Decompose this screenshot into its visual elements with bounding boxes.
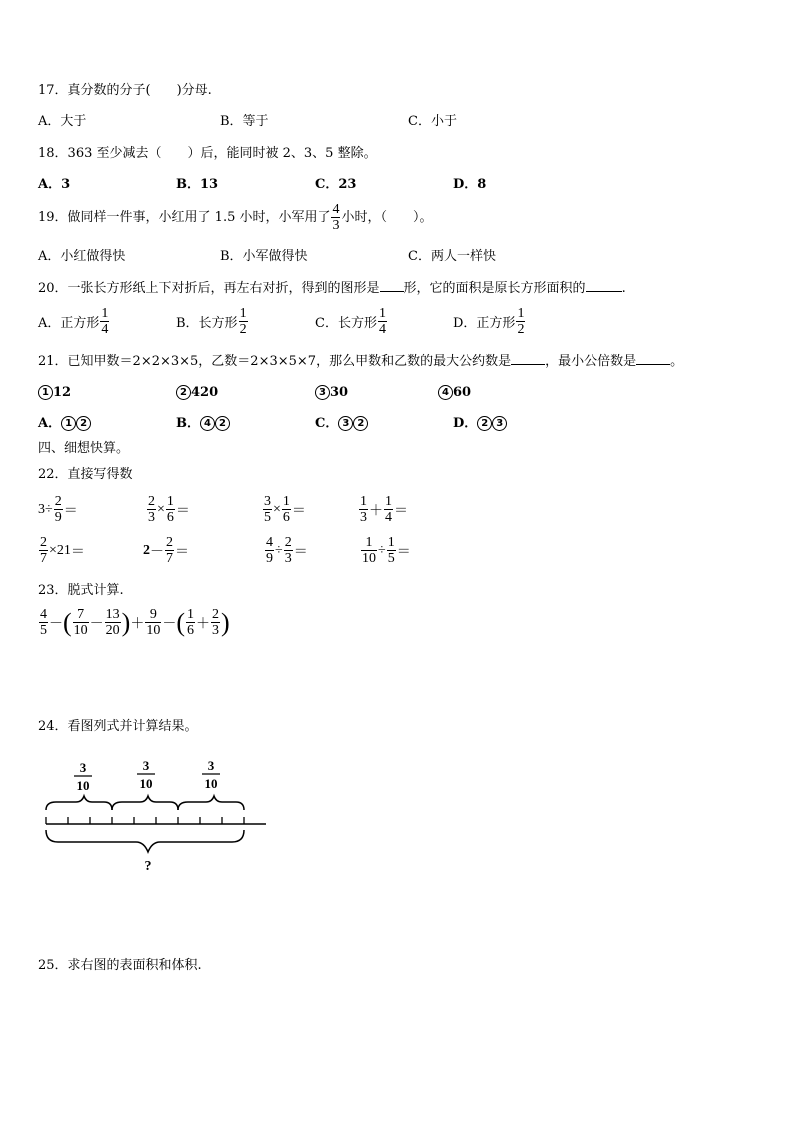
minus-sign: － — [162, 616, 177, 632]
q21-choice-3 — [315, 384, 348, 402]
q20-option-b — [176, 306, 249, 337]
frac-numerator: 7 — [77, 607, 85, 622]
q20-blank-shape — [380, 291, 404, 292]
q22-expr-8 — [360, 535, 411, 566]
q20-stem-part-c: . — [621, 281, 626, 296]
q20-stem — [38, 280, 626, 298]
q21-option-c — [315, 415, 368, 433]
right-paren: ) — [121, 607, 131, 637]
frac-numerator: 1 — [378, 306, 386, 321]
frac-denominator: 5 — [264, 510, 271, 525]
equals-sign: ＝ — [396, 544, 411, 560]
q20-option-c-fraction — [378, 306, 387, 337]
q18-option-d: D．8 — [453, 177, 487, 192]
circled-number-icon: 2 — [353, 416, 368, 431]
fraction — [384, 494, 393, 525]
frac-numerator: 1 — [385, 494, 392, 509]
q22-stem: 22．直接写得数 — [38, 467, 133, 482]
q19-option-a: A．小红做得快 — [38, 249, 126, 264]
q22-expr-1 — [38, 494, 78, 525]
equals-sign: ＝ — [175, 544, 189, 560]
frac-numerator: 2 — [148, 494, 155, 509]
frac-denominator: 4 — [101, 322, 109, 337]
fraction — [165, 535, 174, 566]
minus-sign: － — [89, 616, 104, 632]
number-line-diagram — [40, 758, 272, 876]
q25-stem: 25．求右图的表面积和体积. — [38, 958, 202, 973]
top-brace-3 — [178, 796, 244, 810]
q21-option-c-label: C． — [315, 416, 339, 431]
equals-sign: ＝ — [175, 503, 190, 519]
fraction — [145, 607, 161, 638]
q22-expr-7 — [264, 535, 308, 566]
left-paren: ( — [176, 607, 186, 637]
q22-expr-4 — [358, 494, 408, 525]
frac-numerator: 1 — [166, 494, 174, 509]
operand: 3 — [38, 501, 45, 517]
frac-numerator: 2 — [54, 494, 62, 509]
q23-stem: 23．脱式计算. — [38, 583, 124, 598]
q22-expr-3 — [262, 494, 306, 525]
q21-choice-2 — [176, 384, 218, 402]
frac-denominator: 6 — [166, 510, 174, 525]
frac-denominator: 6 — [187, 623, 195, 638]
q18-option-b: B．13 — [176, 177, 219, 192]
times-21: ×21 — [49, 542, 71, 558]
frac-denominator: 2 — [517, 322, 525, 337]
fraction — [186, 607, 195, 638]
circled-number-icon: 2 — [477, 416, 492, 431]
equals-sign: ＝ — [291, 503, 306, 519]
fraction — [166, 494, 175, 525]
frac-denominator: 9 — [54, 510, 62, 525]
frac-numerator: 2 — [212, 607, 220, 622]
q20-option-a — [38, 306, 110, 337]
q17-option-c: C．小于 — [408, 114, 457, 129]
fraction — [105, 607, 121, 638]
segment-label-denominator: 10 — [139, 776, 153, 791]
q21-stem-part-a: 21．已知甲数＝2×2×3×5，乙数＝2×3×5×7，那么甲数和乙数的最大公约数是 — [38, 354, 512, 369]
frac-numerator: 1 — [239, 306, 247, 321]
frac-denominator: 20 — [105, 623, 120, 638]
q21-option-d — [453, 415, 507, 433]
q20-option-a-fraction — [100, 306, 109, 337]
frac-denominator: 10 — [73, 623, 88, 638]
frac-denominator: 2 — [239, 322, 247, 337]
circled-number-icon: 2 — [176, 385, 191, 400]
frac-numerator: 13 — [105, 607, 120, 622]
number-line-svg — [40, 758, 272, 876]
q21-stem-part-c: 。 — [670, 354, 684, 369]
top-brace-2 — [112, 796, 178, 810]
q17-stem: 17．真分数的分子( )分母. — [38, 83, 212, 98]
q17-option-b: B．等于 — [220, 114, 269, 129]
times-sign: × — [273, 501, 281, 517]
q21-option-b — [176, 415, 230, 433]
minus-sign: － — [49, 616, 63, 632]
q19-stem-part-b: 小时，（ ）。 — [341, 209, 433, 225]
fraction — [73, 607, 89, 638]
frac-numerator: 4 — [40, 607, 47, 622]
frac-numerator: 3 — [264, 494, 271, 509]
equals-sign: ＝ — [293, 544, 308, 560]
frac-numerator: 1 — [101, 306, 109, 321]
left-paren: ( — [63, 607, 72, 637]
q19-frac-denominator: 3 — [332, 218, 340, 233]
right-paren: ) — [221, 607, 230, 637]
frac-numerator: 1 — [365, 535, 373, 550]
segment-label-numerator: 3 — [79, 760, 87, 775]
fraction — [361, 535, 377, 566]
q20-option-d — [453, 306, 526, 337]
frac-numerator: 1 — [187, 607, 195, 622]
frac-denominator: 10 — [146, 623, 161, 638]
circled-number-icon: 3 — [338, 416, 353, 431]
fraction — [263, 494, 272, 525]
plus-sign: ＋ — [369, 503, 383, 519]
frac-denominator: 5 — [387, 551, 395, 566]
q23-expression — [38, 607, 230, 638]
q20-blank-area — [586, 291, 622, 292]
q20-stem-part-b: 形，它的面积是原长方形面积的 — [403, 281, 586, 296]
q18-option-c: C．23 — [315, 177, 357, 192]
fraction — [284, 535, 293, 566]
q22-expr-6 — [143, 535, 189, 566]
fraction — [39, 607, 48, 638]
q20-option-d-fraction — [516, 306, 525, 337]
fraction — [211, 607, 220, 638]
q21-blank-lcm — [636, 364, 670, 365]
circled-number-icon: 4 — [200, 416, 215, 431]
frac-denominator: 6 — [282, 510, 290, 525]
circled-number-icon: 4 — [438, 385, 453, 400]
q17-option-a: A．大于 — [38, 114, 87, 129]
frac-numerator: 1 — [282, 494, 290, 509]
q21-stem-part-b: ，最小公倍数是 — [545, 354, 637, 369]
q21-choice-1-value: 12 — [53, 385, 72, 400]
frac-denominator: 7 — [166, 551, 173, 566]
q21-choice-3-value: 30 — [330, 385, 349, 400]
frac-numerator: 1 — [517, 306, 525, 321]
frac-numerator: 9 — [149, 607, 157, 622]
operand: 2 — [143, 542, 150, 558]
fraction — [265, 535, 274, 566]
q20-option-a-label: A．正方形 — [38, 316, 100, 331]
q21-option-a — [38, 415, 91, 433]
fraction — [54, 494, 63, 525]
frac-denominator: 3 — [212, 623, 220, 638]
q22-expr-2 — [146, 494, 190, 525]
frac-numerator: 1 — [360, 494, 367, 509]
segment-label-denominator: 10 — [76, 778, 90, 793]
top-brace-1 — [46, 796, 112, 810]
q21-option-a-label: A． — [38, 416, 62, 431]
q21-choice-4-value: 60 — [453, 385, 472, 400]
times-sign: × — [157, 501, 165, 517]
divide-sign: ÷ — [275, 542, 283, 558]
q19-stem-part-a: 19．做同样一件事，小红用了 1.5 小时，小军用了 — [38, 209, 331, 225]
frac-denominator: 10 — [362, 551, 376, 566]
plus-sign: ＋ — [196, 616, 211, 632]
q21-stem — [38, 353, 683, 371]
circled-number-icon: 1 — [61, 416, 76, 431]
fraction — [282, 494, 291, 525]
frac-denominator: 9 — [266, 551, 273, 566]
q18-option-a: A．3 — [38, 177, 71, 192]
q21-blank-gcd — [511, 364, 545, 365]
circled-number-icon: 3 — [492, 416, 507, 431]
fraction — [387, 535, 396, 566]
question-mark-label: ? — [144, 859, 152, 874]
frac-denominator: 3 — [284, 551, 292, 566]
fraction — [147, 494, 156, 525]
equals-sign: ＝ — [63, 503, 78, 519]
fraction — [39, 535, 48, 566]
minus-sign: － — [150, 544, 164, 560]
q20-option-b-label: B．长方形 — [176, 316, 238, 331]
q19-option-b: B．小军做得快 — [220, 249, 308, 264]
q20-option-b-fraction — [239, 306, 248, 337]
frac-denominator: 4 — [378, 322, 386, 337]
circled-number-icon: 2 — [76, 416, 91, 431]
frac-denominator: 7 — [40, 551, 47, 566]
frac-numerator: 1 — [387, 535, 395, 550]
segment-label-numerator: 3 — [207, 758, 215, 773]
circled-number-icon: 1 — [38, 385, 53, 400]
segment-label-numerator: 3 — [142, 758, 150, 773]
equals-sign: ＝ — [394, 503, 408, 519]
frac-denominator: 3 — [148, 510, 155, 525]
q21-choice-2-value: 420 — [191, 385, 219, 400]
q21-choice-1 — [38, 384, 71, 402]
frac-numerator: 2 — [284, 535, 292, 550]
tick-marks — [46, 817, 244, 824]
frac-denominator: 3 — [360, 510, 367, 525]
circled-number-icon: 2 — [215, 416, 230, 431]
section-heading: 四、细想快算。 — [38, 441, 130, 456]
frac-numerator: 2 — [166, 535, 173, 550]
segment-label-denominator: 10 — [204, 776, 218, 791]
frac-denominator: 5 — [40, 623, 47, 638]
divide-sign: ÷ — [378, 542, 386, 558]
frac-numerator: 4 — [266, 535, 273, 550]
equals-sign: ＝ — [70, 544, 85, 560]
q21-option-d-label: D． — [453, 416, 478, 431]
q20-stem-part-a: 20．一张长方形纸上下对折后，再左右对折，得到的图形是 — [38, 281, 380, 296]
q18-stem: 18．363 至少减去（ ）后，能同时被 2、3、5 整除。 — [38, 146, 377, 161]
fraction — [359, 494, 368, 525]
bottom-brace — [46, 830, 244, 852]
frac-numerator: 2 — [40, 535, 47, 550]
q22-expr-5 — [38, 535, 85, 566]
q20-option-c-label: C．长方形 — [315, 316, 377, 331]
q19-fraction — [331, 202, 340, 233]
plus-sign: ＋ — [130, 616, 145, 632]
q20-option-c — [315, 306, 388, 337]
q21-choice-4 — [438, 384, 471, 402]
q19-frac-numerator: 4 — [332, 202, 340, 217]
q21-option-b-label: B． — [176, 416, 200, 431]
q20-option-d-label: D．正方形 — [453, 316, 516, 331]
q24-stem: 24．看图列式并计算结果。 — [38, 719, 198, 734]
q19-option-c: C．两人一样快 — [408, 249, 496, 264]
frac-denominator: 4 — [385, 510, 392, 525]
q19-stem — [38, 202, 433, 233]
divide-sign: ÷ — [45, 501, 53, 517]
circled-number-icon: 3 — [315, 385, 330, 400]
